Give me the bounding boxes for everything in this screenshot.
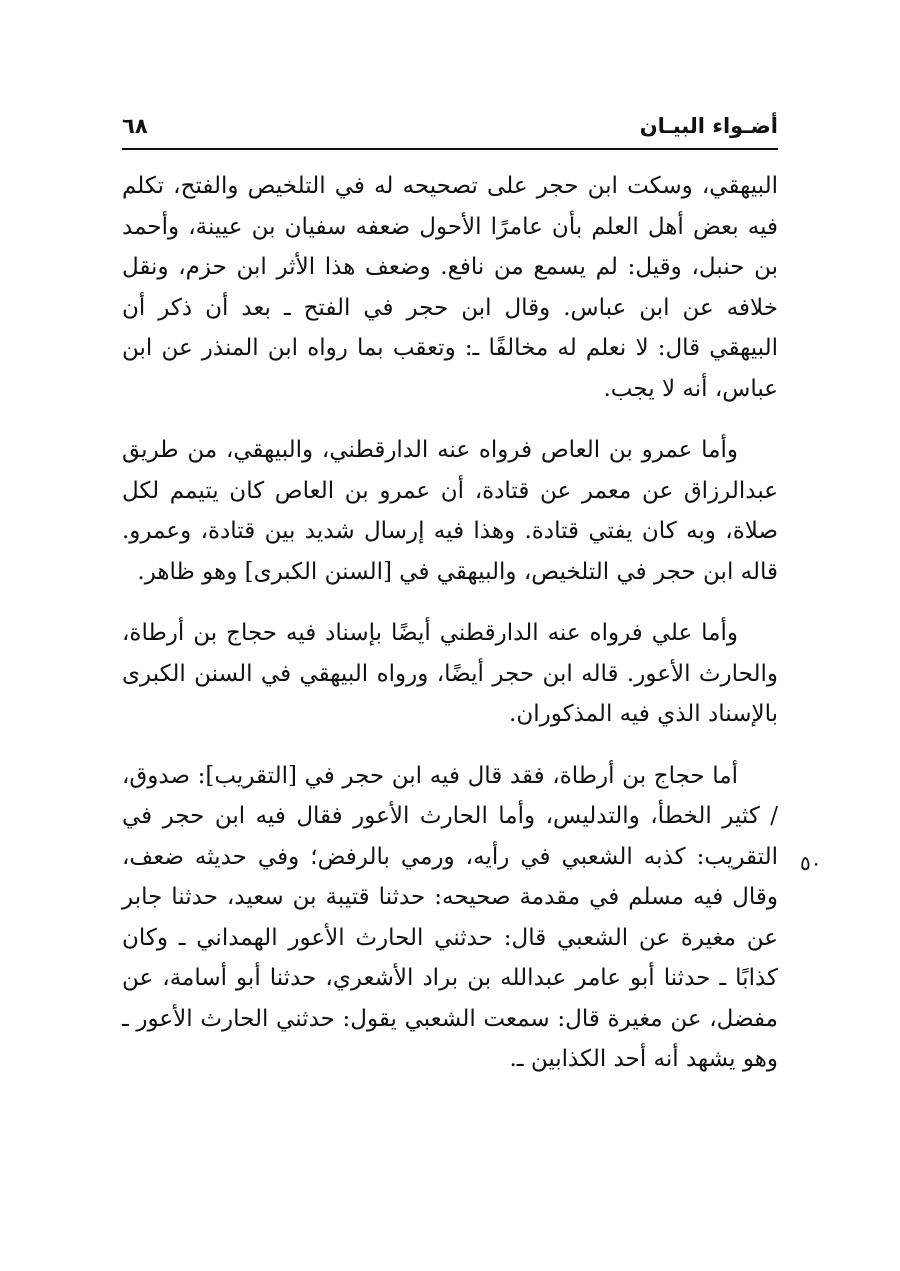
margin-page-reference: ٥٠ [800,851,822,875]
running-header [122,108,778,144]
header-divider [122,148,778,150]
body-text [122,166,778,1101]
running-title: أضـواء البيـان [639,114,778,138]
paragraph-1: البيهقي، وسكت ابن حجر على تصحيحه له في التلخيص والفتح، تكلم فيه بعض أهل العلم بأن عامرًا الأحول ضعفه سفيان بن عيينة، وأحمد بن حنبل، وقيل: لم يسمع من نافع. وضعف هذا الأثر ابن حزم، ونقل خلافه عن ابن عباس. وقال ابن حجر في الفتح ـ بعد أن ذكر أن البيهقي قال: لا نعلم له مخالفًا ـ: وتعقب بما رواه ابن المنذر عن ابن عباس، أنه لا يجب. [122,173,778,402]
paragraph-3: وأما علي فرواه عنه الدارقطني أيضًا بإسناد فيه حجاج بن أرطاة، والحارث الأعور. قاله ابن حجر أيضًا، ورواه البيهقي في السنن الكبرى بالإسناد الذي فيه المذكوران. [122,620,778,727]
page-number: ٦٨ [122,114,148,138]
paragraph-2: وأما عمرو بن العاص فرواه عنه الدارقطني، والبيهقي، من طريق عبدالرزاق عن معمر عن قتادة، أن عمرو بن العاص كان يتيمم لكل صلاة، وبه كان يفتي قتادة. وهذا فيه إرسال شديد بين قتادة، وعمرو. قاله ابن حجر في التلخيص، والبيهقي في [السنن الكبرى] وهو ظاهر. [122,437,778,585]
paragraph-4: أما حجاج بن أرطاة، فقد قال فيه ابن حجر في [التقريب]: صدوق، / كثير الخطأ، والتدليس، وأما الحارث الأعور فقال فيه ابن حجر في التقريب: كذبه الشعبي في رأيه، ورمي بالرفض؛ وفي حديثه ضعف، وقال فيه مسلم في مقدمة صحيحه: حدثنا قتيبة بن سعيد، حدثنا جابر عن مغيرة عن الشعبي قال: حدثني الحارث الأعور الهمداني ـ وكان كذابًا ـ حدثنا أبو عامر عبدالله بن براد الأشعري، حدثنا أبو أسامة، عن مفضل، عن مغيرة قال: سمعت الشعبي يقول: حدثني الحارث الأعور ـ وهو يشهد أنه أحد الكذابين ـ. [122,762,778,1072]
